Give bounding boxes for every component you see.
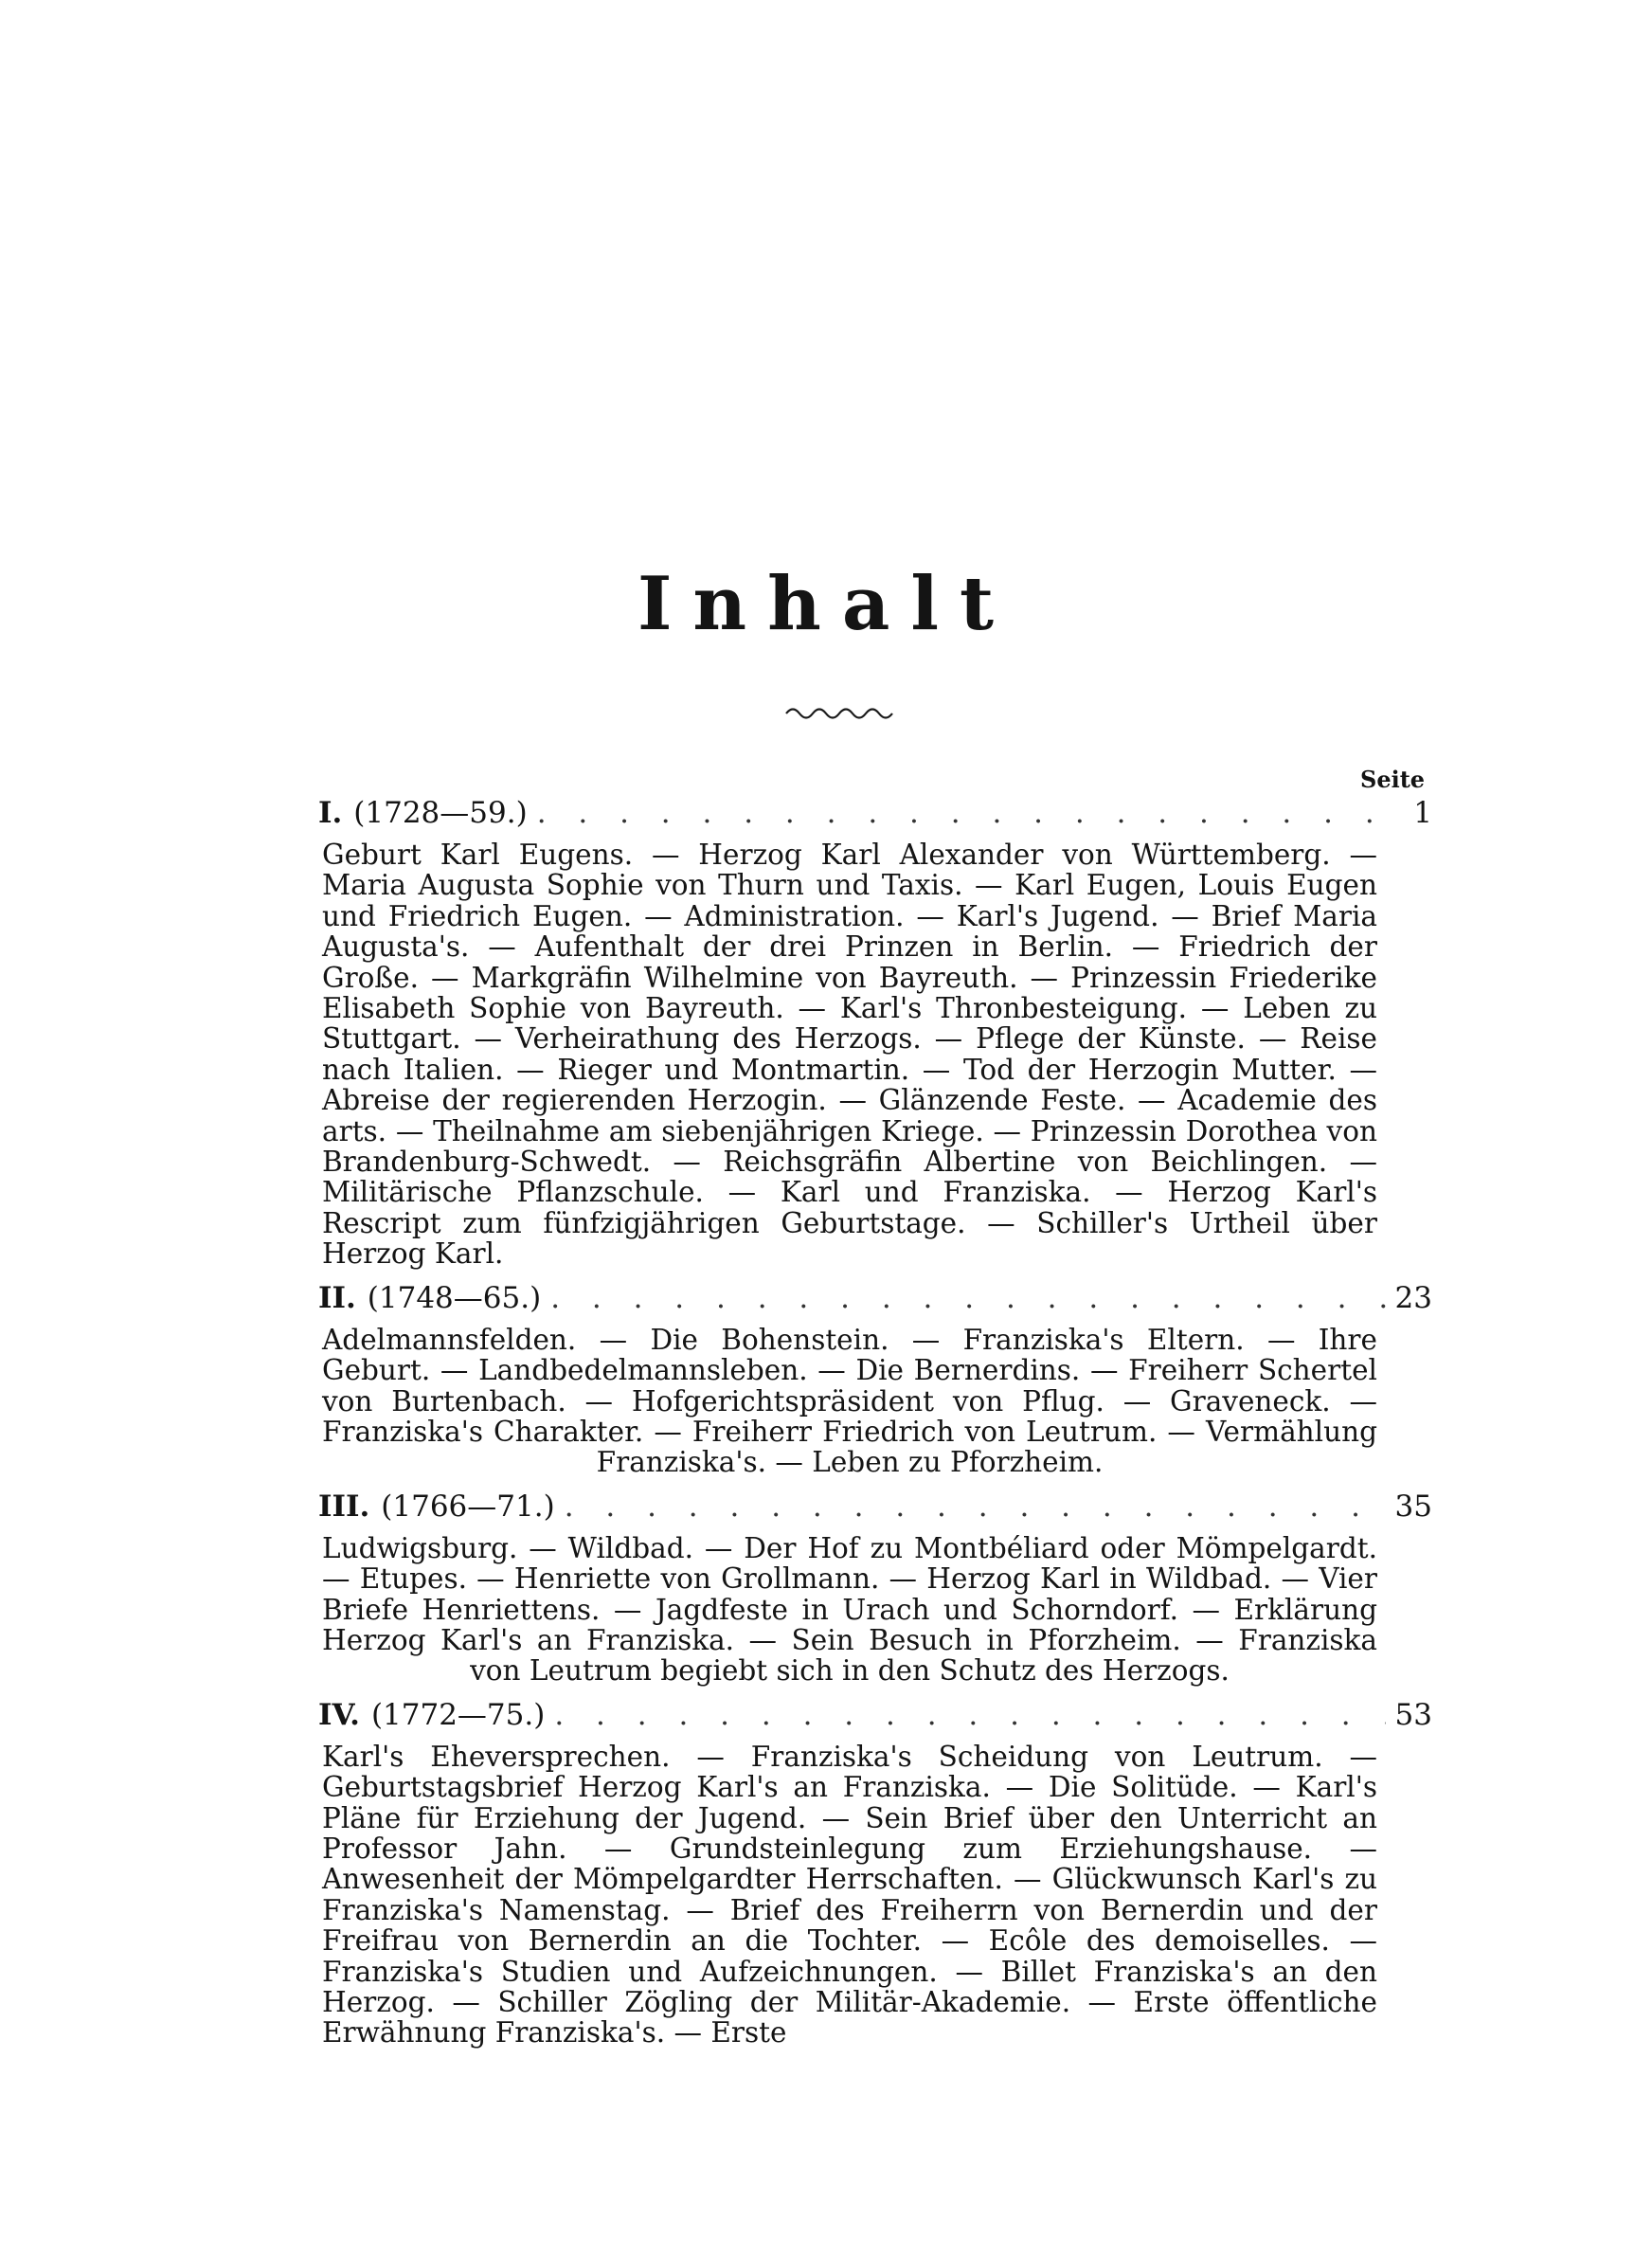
chapter-numeral: II.	[318, 1280, 356, 1315]
chapter-years: (1728—59.)	[353, 796, 528, 830]
chapter-years: (1772—75.)	[370, 1697, 546, 1732]
chapter-entry-2	[318, 1281, 1432, 1478]
chapter-heading	[318, 1490, 1432, 1533]
chapter-summary: Adelmannsfelden. — Die Bohenstein. — Franziska's Eltern. — Ihre Geburt. — Landbedelmannsleben. — Die Bernerdins. — Freiherr Schertel von Burtenbach. — Hofgerichtspräsident von Pflug. — Graveneck. — Franziska's Charakter. — Freiherr Friedrich von Leutrum. — Vermählung Franziska's. — Leben zu Pforzheim.	[322, 1323, 1377, 1479]
chapter-summary: Ludwigsburg. — Wildbad. — Der Hof zu Montbéliard oder Mömpelgardt. — Etupes. — Henriette von Grollmann. — Herzog Karl in Wildbad. — Vier Briefe Henriettens. — Jagdfeste in Urach und Schorndorf. — Erklärung Herzog Karl's an Franziska. — Sein Besuch in Pforzheim. — Franziska von Leutrum begiebt sich in den Schutz des Herzogs.	[322, 1531, 1377, 1688]
chapter-summary: Karl's Eheversprechen. — Franziska's Scheidung von Leutrum. — Geburtstagsbrief Herzog Karl's an Franziska. — Die Solitüde. — Karl's Pläne für Erziehung der Jugend. — Sein Brief über den Unterricht an Professor Jahn. — Grundsteinlegung zum Erziehungshause. — Anwesenheit der Mömpelgardter Herrschaften. — Glückwunsch Karl's zu Franziska's Namenstag. — Brief des Freiherrn von Bernerdin und der Freifrau von Bernerdin an die Tochter. — Ecôle des demoiselles. — Franziska's Studien und Aufzeichnungen. — Billet Franziska's an den Herzog. — Schiller Zögling der Militär-Akademie. — Erste öffentliche Erwähnung Franziska's. — Erste	[322, 1740, 1377, 2049]
dot-leader	[554, 1698, 1385, 1732]
chapter-years: (1766—71.)	[381, 1489, 555, 1524]
chapter-page-number: 23	[1394, 1280, 1432, 1315]
chapter-heading	[318, 796, 1432, 840]
chapter-summary: Geburt Karl Eugens. — Herzog Karl Alexander von Württemberg. — Maria Augusta Sophie von Thurn und Taxis. — Karl Eugen, Louis Eugen und Friedrich Eugen. — Administration. — Karl's Jugend. — Brief Maria Augusta's. — Aufenthalt der drei Prinzen in Berlin. — Friedrich der Große. — Markgräfin Wilhelmine von Bayreuth. — Prinzessin Friederike Elisabeth Sophie von Bayreuth. — Karl's Thronbesteigung. — Leben zu Stuttgart. — Verheirathung des Herzogs. — Pflege der Künste. — Reise nach Italien. — Rieger und Montmartin. — Tod der Herzogin Mutter. — Abreise der regierenden Herzogin. — Glänzende Feste. — Academie des arts. — Theilnahme am siebenjährigen Kriege. — Prinzessin Dorothea von Brandenburg-Schwedt. — Reichsgräfin Albertine von Beichlingen. — Militärische Pflanzschule. — Karl und Franziska. — Herzog Karl's Rescript zum fünfzigjährigen Geburtstage. — Schiller's Urtheil über Herzog Karl.	[322, 839, 1377, 1271]
chapter-page-number: 53	[1394, 1697, 1432, 1732]
chapter-numeral: III.	[318, 1489, 370, 1524]
dot-leader	[537, 796, 1405, 830]
chapter-numeral: IV.	[318, 1697, 360, 1732]
chapter-numeral: I.	[318, 796, 343, 830]
chapter-entry-1	[318, 796, 1432, 1270]
chapter-years: (1748—65.)	[367, 1280, 542, 1315]
chapter-page-number: 1	[1413, 796, 1432, 830]
table-of-contents	[318, 796, 1432, 2060]
chapter-entry-4	[318, 1698, 1432, 2049]
dot-leader	[565, 1490, 1386, 1524]
chapter-heading	[318, 1281, 1432, 1325]
chapter-entry-3	[318, 1490, 1432, 1687]
dot-leader	[550, 1281, 1385, 1315]
chapter-heading	[318, 1698, 1432, 1742]
page-column-label: Seite	[1360, 766, 1426, 793]
chapter-page-number: 35	[1394, 1489, 1432, 1524]
page-title: Inhalt	[637, 561, 1015, 647]
wave-ornament	[784, 703, 896, 724]
